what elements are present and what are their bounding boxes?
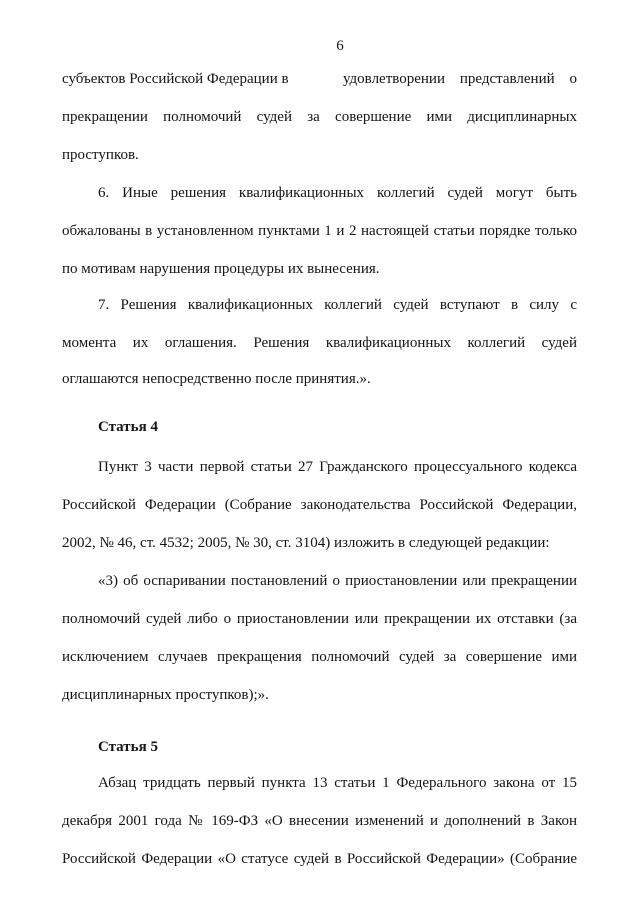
text-line: 6. Иные решения квалификационных коллегий судей могут быть [98,185,577,201]
text-line: «3) об оспаривании постановлений о приостановлении или прекращении [98,573,577,589]
text-line: оглашаются непосредственно после принятия.». [62,371,371,387]
text-line: дисциплинарных проступков);». [62,687,269,703]
text-line: декабря 2001 года № 169-ФЗ «О внесении изменений и дополнений в Закон [62,813,577,829]
text-line: 7. Решения квалификационных коллегий судей вступают в силу с [98,297,577,313]
text-line: обжалованы в установленном пунктами 1 и 2 настоящей статьи порядке только [62,223,577,239]
text-line: удовлетворении представлений о [343,71,577,87]
text-line: Пункт 3 части первой статьи 27 Гражданского процессуального кодекса [98,459,577,475]
article-heading: Статья 4 [98,419,158,435]
page-number: 6 [336,38,344,54]
text-line: момента их оглашения. Решения квалификационных коллегий судей [62,335,577,351]
text-line: Российской Федерации «О статусе судей в Российской Федерации» (Собрание [62,851,577,867]
text-line: Абзац тридцать первый пункта 13 статьи 1 Федерального закона от 15 [98,775,577,791]
text-line: Российской Федерации (Собрание законодательства Российской Федерации, [62,497,577,513]
text-line: по мотивам нарушения процедуры их вынесения. [62,261,380,277]
text-line: 2002, № 46, ст. 4532; 2005, № 30, ст. 3104) изложить в следующей редакции: [62,535,550,551]
text-fragment: субъектов Российской Федерации в [62,71,289,87]
text-line: прекращении полномочий судей за совершение ими дисциплинарных [62,109,577,125]
article-heading: Статья 5 [98,739,158,755]
text-line: проступков. [62,147,139,163]
text-line: исключением случаев прекращения полномочий судей за совершение ими [62,649,577,665]
text-line: полномочий судей либо о приостановлении или прекращении их отставки (за [62,611,577,627]
